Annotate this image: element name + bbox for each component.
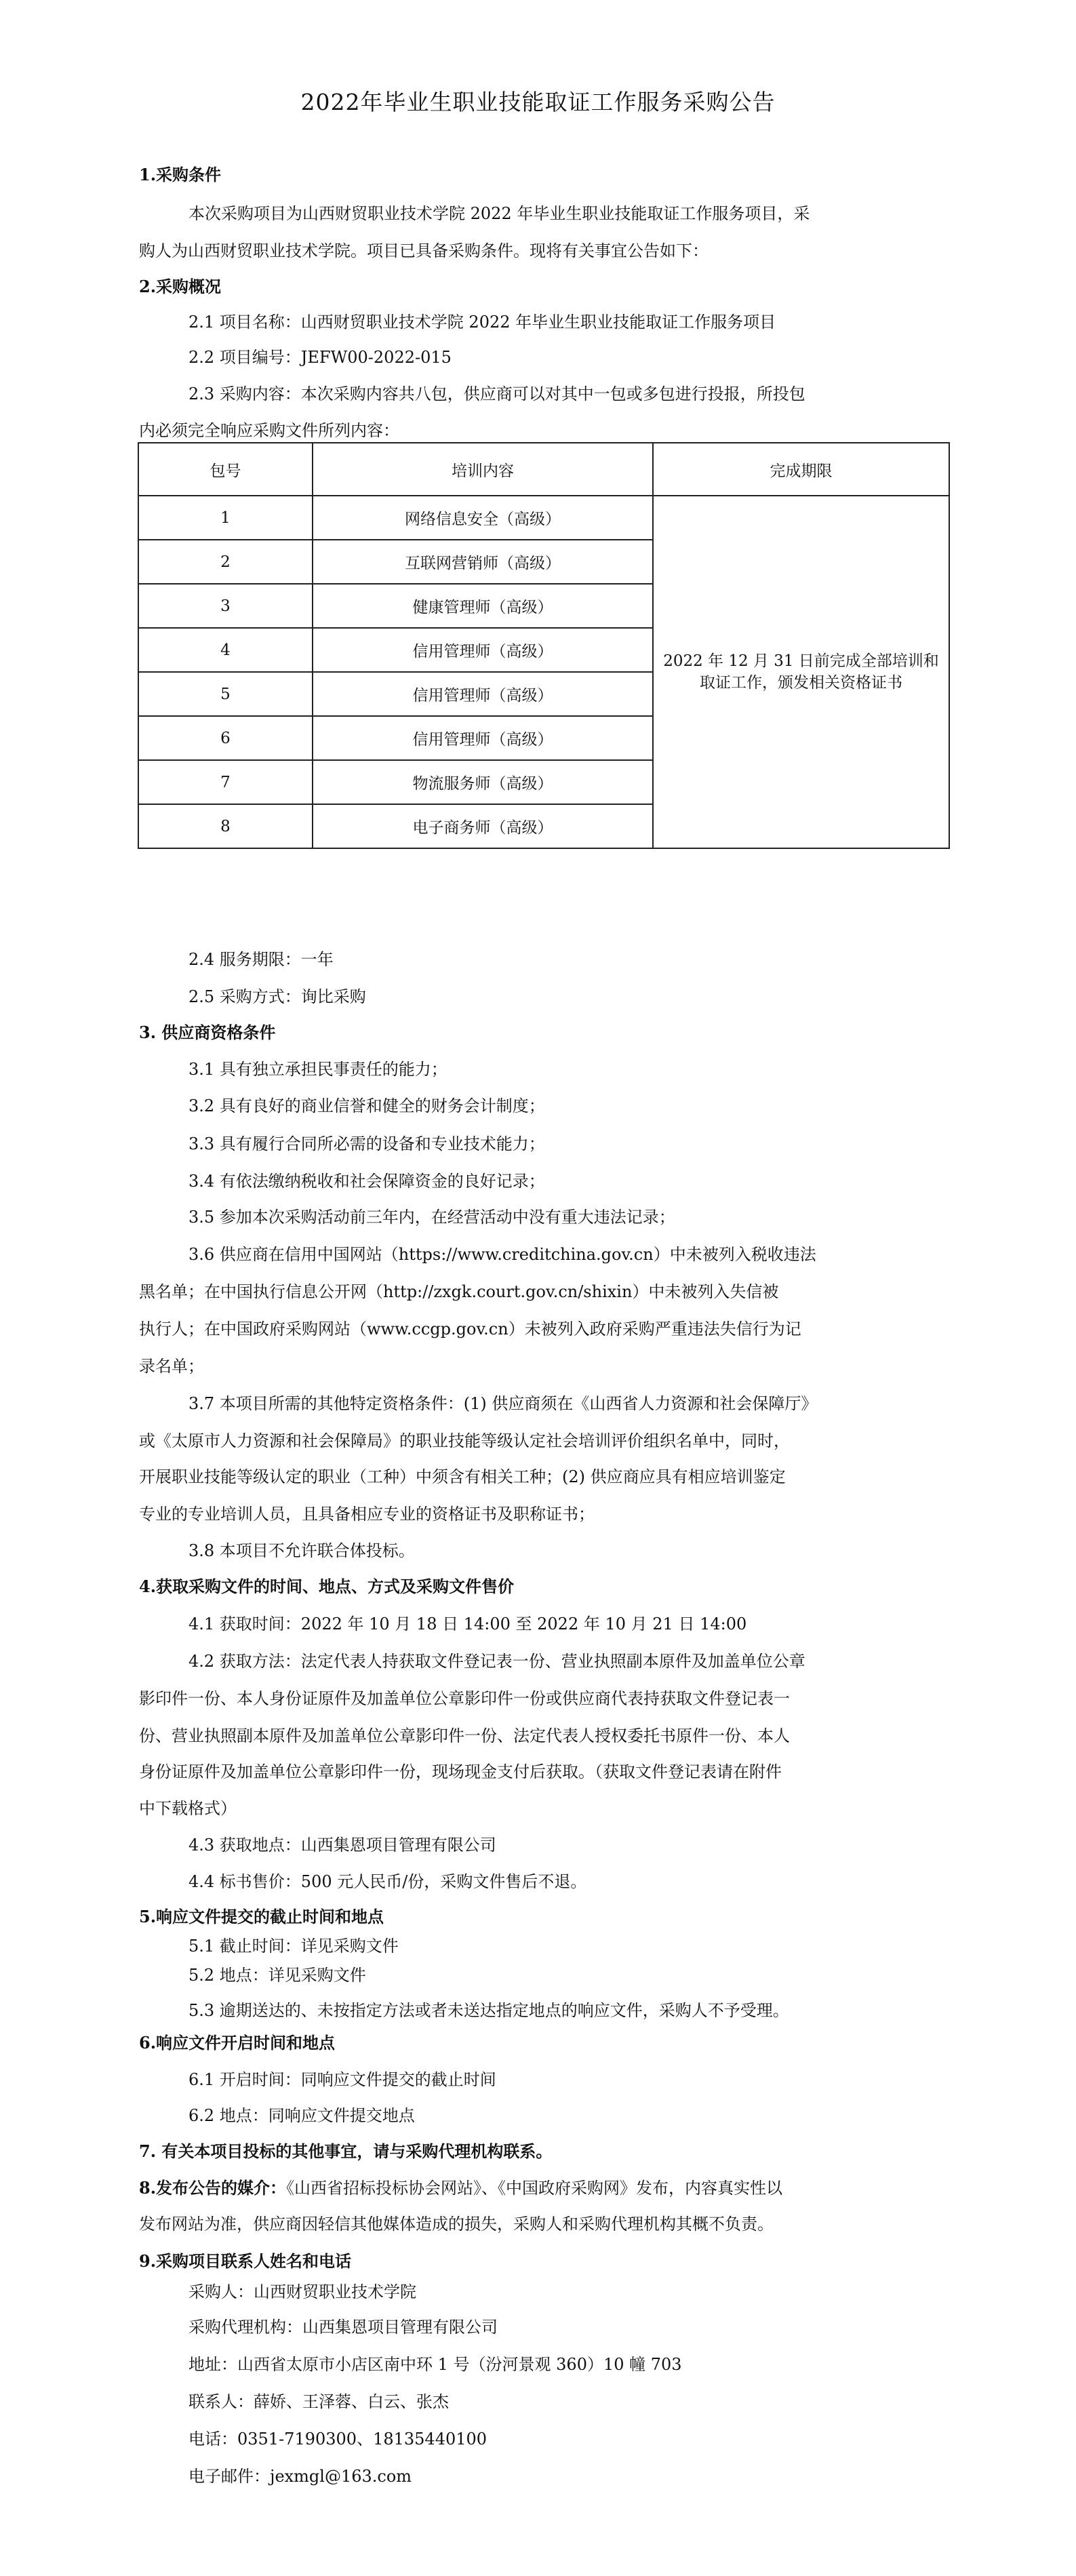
item-3-3: 3.3 具有履行合同所必需的设备和专业技术能力； [188,1134,545,1153]
package-no: 4 [138,628,313,672]
item-4-2-method-line-1: 4.2 获取方法：法定代表人持获取文件登记表一份、营业执照副本原件及加盖单位公章 [188,1652,805,1671]
item-6-2-location: 6.2 地点：同响应文件提交地点 [188,2106,415,2125]
header-training-content: 培训内容 [313,443,653,496]
section-8-text-line-1: 《山西省招标投标协会网站》、《中国政府采购网》发布，内容真实性以 [286,2179,783,2198]
item-4-2-method-line-4: 身份证原件及加盖单位公章影印件一份，现场现金支付后获取。（获取文件登记表请在附件 [139,1762,782,1781]
item-3-6-line-1: 3.6 供应商在信用中国网站（https://www.creditchina.gov.cn）中未被列入税收违法 [188,1245,816,1264]
training-content: 信用管理师（高级） [313,672,653,716]
item-2-3-content-line-1: 2.3 采购内容：本次采购内容共八包，供应商可以对其中一包或多包进行投报，所投包 [188,384,805,403]
section-2-heading: 2.采购概况 [139,277,222,296]
item-4-3-location: 4.3 获取地点：山西集恩项目管理有限公司 [188,1836,496,1855]
item-3-7-line-4: 专业的专业培训人员，且具备相应专业的资格证书及职称证书； [139,1505,595,1524]
contact-purchaser: 采购人：山西财贸职业技术学院 [188,2282,416,2301]
section-5-heading: 5.响应文件提交的截止时间和地点 [139,1907,384,1926]
package-no: 3 [138,584,313,628]
item-5-2-location: 5.2 地点：详见采购文件 [188,1966,366,1985]
section-7-heading: 7. 有关本项目投标的其他事宜，请与采购代理机构联系。 [139,2141,553,2161]
table-header-row [138,443,949,496]
item-3-5: 3.5 参加本次采购活动前三年内，在经营活动中没有重大违法记录； [188,1208,675,1227]
package-table [138,442,950,849]
contact-agency: 采购代理机构：山西集恩项目管理有限公司 [188,2318,498,2337]
contact-phone: 电话：0351-7190300、18135440100 [188,2430,487,2449]
item-3-4: 3.4 有依法缴纳税收和社会保障资金的良好记录； [188,1172,545,1191]
item-3-7-line-1: 3.7 本项目所需的其他特定资格条件：(1) 供应商须在《山西省人力资源和社会保障厅》 [188,1394,818,1413]
section-6-heading: 6.响应文件开启时间和地点 [139,2033,336,2053]
package-no: 2 [138,540,313,584]
contact-persons: 联系人：薛娇、王泽蓉、白云、张杰 [188,2392,449,2411]
section-1-paragraph-line-1: 本次采购项目为山西财贸职业技术学院 2022 年毕业生职业技能取证工作服务项目，采 [188,204,810,223]
training-content: 健康管理师（高级） [313,584,653,628]
section-8-heading: 8.发布公告的媒介： [139,2178,287,2198]
training-content: 网络信息安全（高级） [313,496,653,540]
section-3-heading: 3. 供应商资格条件 [139,1023,276,1042]
contact-address: 地址：山西省太原市小店区南中环 1 号（汾河景观 360）10 幢 703 [188,2355,682,2374]
item-4-1-time: 4.1 获取时间：2022 年 10 月 18 日 14:00 至 2022 年 10 月 21 日 14:00 [188,1614,747,1633]
item-6-1-opening-time: 6.1 开启时间：同响应文件提交的截止时间 [188,2070,496,2089]
package-no: 7 [138,760,313,804]
item-2-2-project-number: 2.2 项目编号：JEFW00-2022-015 [188,348,452,367]
item-2-1-project-name: 2.1 项目名称：山西财贸职业技术学院 2022 年毕业生职业技能取证工作服务项目 [188,313,776,332]
item-3-8: 3.8 本项目不允许联合体投标。 [188,1541,415,1560]
section-9-heading: 9.采购项目联系人姓名和电话 [139,2251,352,2271]
item-3-7-line-2: 或《太原市人力资源和社会保障局》的职业技能等级认定社会培训评价组织名单中，同时， [139,1431,790,1450]
section-4-heading: 4.获取采购文件的时间、地点、方式及采购文件售价 [139,1577,515,1596]
package-no: 8 [138,804,313,848]
completion-deadline: 2022 年 12 月 31 日前完成全部培训和取证工作，颁发相关资格证书 [653,496,949,848]
section-8-line-1 [139,2178,782,2198]
header-package-no: 包号 [138,443,313,496]
item-3-2: 3.2 具有良好的商业信誉和健全的财务会计制度； [188,1096,545,1115]
item-4-2-method-line-2: 影印件一份、本人身份证原件及加盖单位公章影印件一份或供应商代表持获取文件登记表一 [139,1689,790,1708]
contact-email[interactable]: 电子邮件：jexmgl@163.com [188,2467,412,2486]
item-4-2-method-line-3: 份、营业执照副本原件及加盖单位公章影印件一份、法定代表人授权委托书原件一份、本人 [139,1726,790,1745]
item-4-2-method-line-5: 中下载格式） [139,1799,237,1818]
item-2-4-service-period: 2.4 服务期限：一年 [188,950,334,969]
item-5-3-late-submission: 5.3 逾期送达的、未按指定方法或者未送达指定地点的响应文件，采购人不予受理。 [188,2001,789,2020]
item-3-1: 3.1 具有独立承担民事责任的能力； [188,1060,447,1079]
table-row [138,496,949,540]
package-no: 5 [138,672,313,716]
section-8-text-line-2: 发布网站为准，供应商因轻信其他媒体造成的损失，采购人和采购代理机构其概不负责。 [139,2215,774,2234]
training-content: 信用管理师（高级） [313,628,653,672]
item-3-6-line-4: 录名单； [139,1357,204,1376]
item-3-6-line-3: 执行人；在中国政府采购网站（www.ccgp.gov.cn）未被列入政府采购严重违法失信行为记 [139,1320,801,1339]
package-no: 6 [138,716,313,760]
item-2-5-procurement-method: 2.5 采购方式：询比采购 [188,987,366,1006]
package-no: 1 [138,496,313,540]
page-title: 2022年毕业生职业技能取证工作服务采购公告 [300,89,776,115]
header-deadline: 完成期限 [653,443,949,496]
section-1-paragraph-line-2: 购人为山西财贸职业技术学院。项目已具备采购条件。现将有关事宜公告如下： [139,241,709,260]
item-2-3-content-line-2: 内必须完全响应采购文件所列内容： [139,421,399,440]
section-1-heading: 1.采购条件 [139,165,222,184]
item-4-4-price: 4.4 标书售价：500 元人民币/份，采购文件售后不退。 [188,1872,587,1891]
item-3-6-line-2: 黑名单；在中国执行信息公开网（http://zxgk.court.gov.cn/shixin）中未被列入失信被 [139,1282,779,1301]
item-5-1-deadline: 5.1 截止时间：详见采购文件 [188,1937,399,1956]
training-content: 互联网营销师（高级） [313,540,653,584]
item-3-7-line-3: 开展职业技能等级认定的职业（工种）中须含有相关工种；(2) 供应商应具有相应培训鉴定 [139,1467,786,1486]
training-content: 信用管理师（高级） [313,716,653,760]
training-content: 物流服务师（高级） [313,760,653,804]
training-content: 电子商务师（高级） [313,804,653,848]
